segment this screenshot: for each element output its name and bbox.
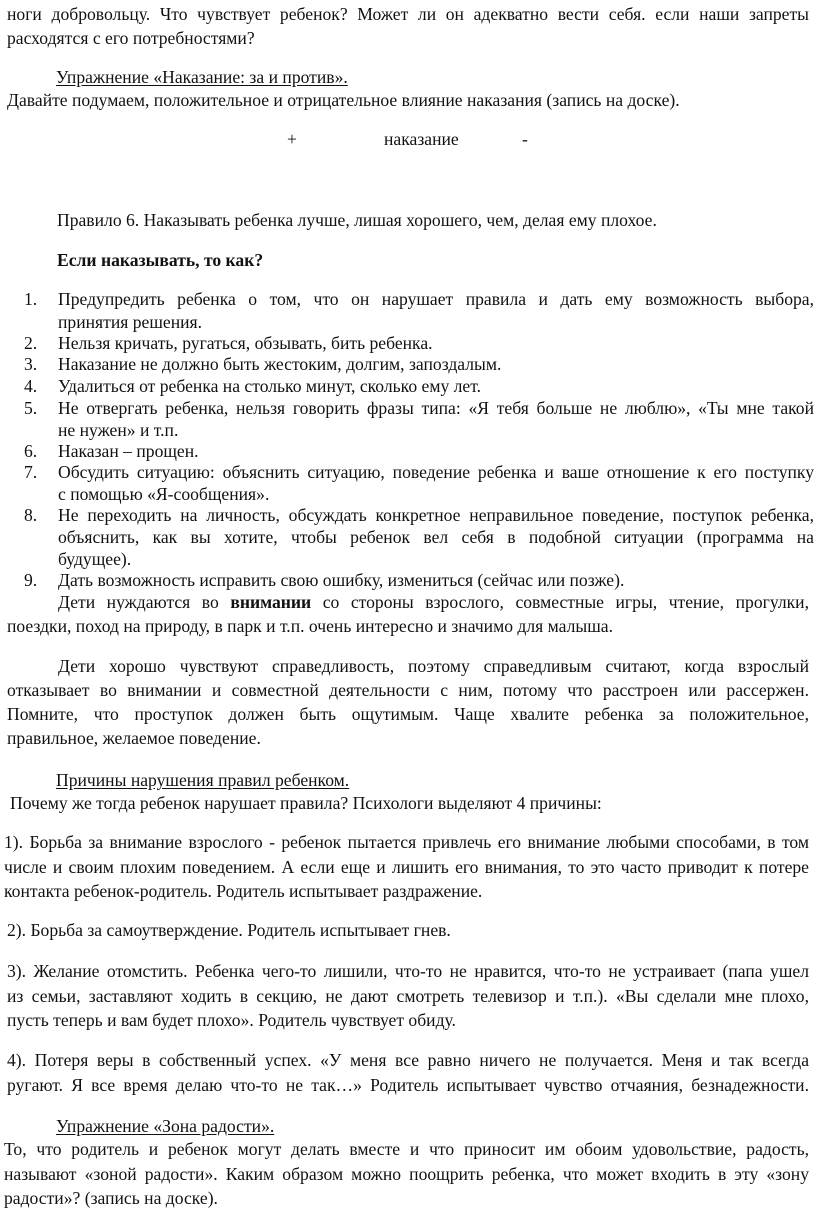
list-item-text: будущее). (58, 549, 132, 569)
intro-line-2: расходятся с его потребностями? (7, 28, 255, 48)
exercise-title-punishment: Упражнение «Наказание: за и против». (56, 67, 348, 87)
reason-4-line-2: ругают. Я все время делаю что-то не так…» Родитель испытывает чувство отчаяния, безнадежности. (7, 1075, 809, 1095)
how-to-punish-heading: Если наказывать, то как? (57, 250, 264, 270)
plus-sign: + (287, 129, 297, 149)
list-item-text: объяснить, как вы хотите, чтобы ребенок вел себя в подобной ситуации (программа на (58, 527, 814, 547)
list-number: 6. (24, 441, 38, 461)
reason-3-line-3: пусть теперь и вам будет плохо». Родитель чувствует обиду. (7, 1010, 456, 1030)
fairness-line-3: Помните, что проступок должен быть ощутимым. Чаще хвалите ребенка за положительное, (7, 704, 809, 724)
reason-1-line-2: числе и своим плохим поведением. А если еще и лишить его внимания, то это часто приводит к потере (4, 857, 809, 877)
list-item-text: Нельзя кричать, ругаться, обзывать, бить ребенка. (58, 333, 433, 353)
reason-2: 2). Борьба за самоутверждение. Родитель испытывает гнев. (7, 920, 451, 940)
list-item-text: принятия решения. (58, 312, 203, 332)
intro-line-1: ноги добровольцу. Что чувствует ребенок? Может ли он адекватно вести себя. если наши запреты (7, 4, 809, 24)
list-item-text: Не переходить на личность, обсуждать конкретное неправильное поведение, поступок ребенка, (58, 505, 814, 525)
reasons-intro: Почему же тогда ребенок нарушает правила? Психологи выделяют 4 причины: (10, 793, 602, 813)
attention-paragraph-line-1 (58, 592, 809, 613)
list-item-text: Наказан – прощен. (58, 441, 199, 461)
reasons-title: Причины нарушения правил ребенком. (56, 770, 350, 790)
list-item-text: не нужен» и т.п. (58, 420, 179, 440)
joy-zone-line-1: То, что родитель и ребенок могут делать вместе и что приносит им обоим удовольствие, радость, (4, 1139, 809, 1159)
minus-sign: - (522, 129, 528, 149)
list-number: 4. (24, 376, 38, 396)
exercise-punishment-text: Давайте подумаем, положительное и отрицательное влияние наказания (запись на доске). (7, 90, 680, 110)
attention-text-pre: Дети нуждаются во (58, 592, 231, 612)
exercise-title-joy-zone: Упражнение «Зона радости». (56, 1116, 275, 1136)
list-item-text: Не отвергать ребенка, нельзя говорить фразы типа: «Я тебя больше не люблю», «Ты мне такой (58, 398, 814, 418)
fairness-line-1: Дети хорошо чувствуют справедливость, поэтому справедливым считают, когда взрослый (58, 656, 809, 676)
reason-1-line-3: контакта ребенок-родитель. Родитель испытывает раздражение. (4, 881, 483, 901)
list-item-text: Наказание не должно быть жестоким, долгим, запоздалым. (58, 354, 502, 374)
rule-6: Правило 6. Наказывать ребенка лучше, лишая хорошего, чем, делая ему плохое. (57, 210, 657, 230)
list-number: 9. (24, 570, 38, 590)
list-number: 2. (24, 333, 38, 353)
list-item-text: с помощью «Я-сообщения». (58, 484, 270, 504)
joy-zone-line-2: называют «зоной радости». Каким образом можно поощрить ребенка, что может входить в эту «зону (4, 1164, 809, 1184)
list-item-text: Удалиться от ребенка на столько минут, сколько ему лет. (58, 376, 482, 396)
list-number: 1. (24, 289, 38, 309)
fairness-line-4: правильное, желаемое поведение. (7, 728, 261, 748)
attention-paragraph-line-2: поездки, поход на природу, в парк и т.п. очень интересно и значимо для малыша. (7, 616, 613, 636)
joy-zone-line-3: радости»? (запись на доске). (4, 1188, 218, 1208)
list-item-text: Предупредить ребенка о том, что он нарушает правила и дать ему возможность выбора, (58, 289, 814, 309)
punishment-word: наказание (384, 129, 459, 149)
reason-1-line-1: 1). Борьба за внимание взрослого - ребенок пытается привлечь его внимание любыми способами, в том (4, 832, 809, 852)
list-number: 5. (24, 398, 38, 418)
attention-bold-word: внимании (230, 592, 312, 612)
list-item-text: Дать возможность исправить свою ошибку, измениться (сейчас или позже). (58, 570, 625, 590)
attention-text-post: со стороны взрослого, совместные игры, чтение, прогулки, (311, 592, 809, 612)
reason-3-line-1: 3). Желание отомстить. Ребенка чего-то лишили, что-то не нравится, что-то не устраивает (папа ушел (7, 961, 809, 981)
list-item-text: Обсудить ситуацию: объяснить ситуацию, поведение ребенка и ваше отношение к его поступку (58, 462, 814, 482)
reason-4-line-1: 4). Потеря веры в собственный успех. «У меня все равно ничего не получается. Меня и так всегда (7, 1050, 809, 1070)
list-number: 8. (24, 505, 38, 525)
reason-3-line-2: из семьи, заставляют ходить в секцию, не дают смотреть телевизор и т.п.). «Вы сделали мне плохо, (7, 986, 809, 1006)
list-number: 3. (24, 354, 38, 374)
list-number: 7. (24, 462, 38, 482)
fairness-line-2: отказывает во внимании и совместной деятельности с ним, потому что расстроен или рассержен. (7, 680, 809, 700)
